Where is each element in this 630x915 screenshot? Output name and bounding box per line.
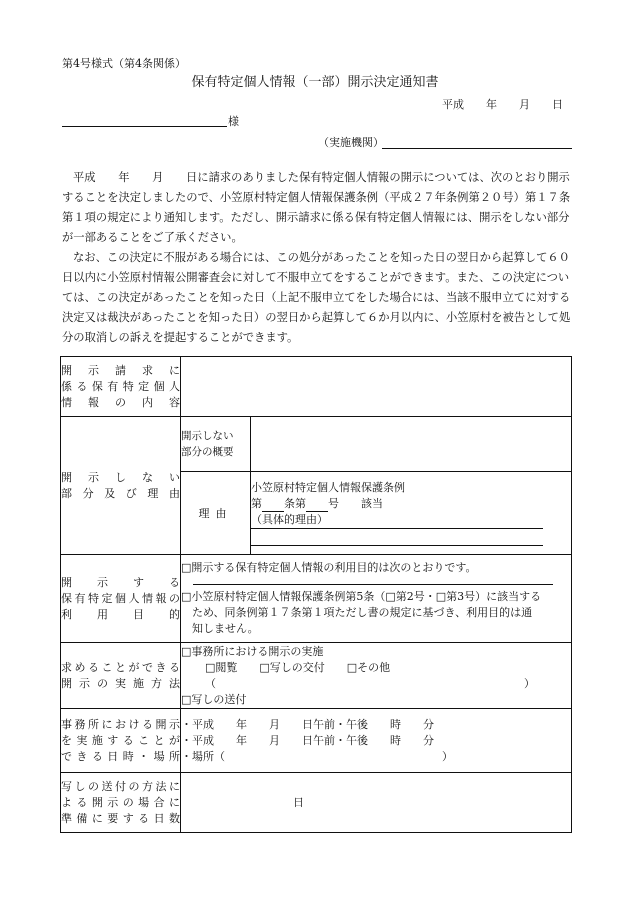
label-line: 利用目的 bbox=[61, 607, 180, 621]
document-title: 保有特定個人情報（一部）開示決定通知書 bbox=[191, 75, 439, 90]
form-number: 第4号様式（第4条関係） bbox=[62, 57, 186, 70]
label-office-datetime bbox=[61, 709, 181, 773]
method-office[interactable]: □事務所における開示の実施 bbox=[181, 644, 324, 658]
reason-article-middle: 条第 bbox=[284, 497, 306, 510]
label-disclosure-method bbox=[61, 643, 181, 709]
sublabel-undisclosed-summary bbox=[181, 417, 251, 472]
label-line: 開示しない bbox=[61, 470, 180, 484]
purpose-option-2-cont: ため、同条例第１７条第１項ただし書の規定に基づき、利用目的は通 bbox=[192, 606, 533, 619]
reason-article-suffix: 号 該当 bbox=[328, 497, 383, 510]
sublabel-reason bbox=[181, 472, 251, 555]
reason-article bbox=[251, 496, 571, 512]
label-line: よる開示の場合に bbox=[61, 795, 180, 809]
notice-body bbox=[62, 168, 572, 348]
reason-ordinance: 小笠原村特定個人情報保護条例 bbox=[251, 481, 405, 494]
row-undisclosed-summary bbox=[61, 417, 572, 472]
purpose-option-2[interactable]: □小笠原村特定個人情報保護条例第5条（□第2号・□第3号）に該当する bbox=[181, 590, 542, 603]
reason-specific: （具体的理由） bbox=[251, 512, 543, 529]
reason-blank-line[interactable] bbox=[251, 529, 543, 546]
paren-close: ） bbox=[524, 676, 535, 690]
reason-article-prefix: 第 bbox=[251, 497, 262, 510]
method-mail[interactable]: □写しの送付 bbox=[181, 692, 247, 706]
agency-line bbox=[382, 148, 572, 149]
purpose-option-2-end: 知しません。 bbox=[192, 622, 259, 635]
place-line bbox=[181, 749, 453, 765]
label-line: 開示の実施方法 bbox=[61, 676, 180, 690]
label-line: 情報の内容 bbox=[61, 395, 180, 409]
label-line: できる日時・場所 bbox=[61, 749, 180, 763]
addressee-suffix: 様 bbox=[228, 115, 239, 128]
label-line: 保有特定個人情報の bbox=[61, 591, 180, 605]
datetime-line-1: ・平成 年 月 日午前・午後 時 分 bbox=[181, 717, 434, 731]
notice-paragraph-2: なお、この決定に不服がある場合には、この処分があったことを知った日の翌日から起算して６０日以内に小笠原村情報公開審査会に対して不服申立てをすることができます。また、この決定については、この決定があったことを知った日（上記不服申立てをした場合には、当該不服申立てに対する決定又は裁決があったことを知った日）の翌日から起算して６か月以内に、小笠原村を被告として処分の取消しの訴えを提起することができます。 bbox=[62, 251, 571, 344]
addressee-line bbox=[62, 126, 227, 127]
label-line: を実施することが bbox=[61, 733, 180, 747]
label-line: 係る保有特定個人 bbox=[61, 379, 180, 393]
purpose-option-1[interactable]: □開示する保有特定個人情報の利用目的は次のとおりです。 bbox=[181, 561, 477, 574]
row-disclosure-method bbox=[61, 643, 572, 709]
method-other-detail[interactable] bbox=[181, 676, 535, 692]
value-undisclosed-summary[interactable] bbox=[251, 417, 572, 472]
place-close: ） bbox=[442, 749, 453, 763]
label-preparation-days bbox=[61, 773, 181, 833]
row-usage-purpose bbox=[61, 555, 572, 643]
value-usage-purpose bbox=[181, 555, 572, 643]
date-line: 平成 年 月 日 bbox=[442, 98, 563, 111]
label-line: 求めることができる bbox=[61, 660, 180, 674]
label-line: 開示する bbox=[61, 575, 180, 589]
row-office-datetime bbox=[61, 709, 572, 773]
value-reason[interactable] bbox=[251, 472, 572, 555]
row-request-content bbox=[61, 357, 572, 417]
purpose-blank-line[interactable] bbox=[193, 576, 553, 585]
place-open: ・場所（ bbox=[181, 749, 225, 763]
method-options[interactable]: □閲覧 □写しの交付 □その他 bbox=[205, 660, 391, 674]
value-disclosure-method bbox=[181, 643, 572, 709]
disclosure-table bbox=[60, 356, 572, 833]
label-line: 部分の概要 bbox=[181, 446, 234, 458]
value-request-content[interactable] bbox=[181, 357, 572, 417]
label-line: 部分及び理由 bbox=[61, 486, 180, 500]
label-line: 準備に要する日数 bbox=[61, 811, 180, 825]
row-preparation-days bbox=[61, 773, 572, 833]
notice-paragraph-1: 平成 年 月 日に請求のありました保有特定個人情報の開示については、次のとおり開示することを決定しましたので、小笠原村特定個人情報保護条例（平成２７年条例第２０号）第１７条第１項の規定により通知します。ただし、開示請求に係る保有特定個人情報には、開示をしない部分が一部あることをご了承ください。 bbox=[62, 171, 571, 244]
agency-label: （実施機関） bbox=[318, 136, 384, 149]
paren-open: （ bbox=[205, 676, 216, 690]
days-unit: 日 bbox=[293, 795, 304, 809]
label-line: 開示請求に bbox=[61, 363, 180, 377]
value-preparation-days[interactable] bbox=[181, 773, 572, 833]
label-line: 開示しない bbox=[181, 430, 234, 442]
label-line: 事務所における開示 bbox=[61, 717, 180, 731]
label-request-content bbox=[61, 357, 181, 417]
datetime-line-2: ・平成 年 月 日午前・午後 時 分 bbox=[181, 733, 434, 747]
value-office-datetime[interactable] bbox=[181, 709, 572, 773]
label-usage-purpose bbox=[61, 555, 181, 643]
label-undisclosed-parts bbox=[61, 417, 181, 555]
label-line: 理由 bbox=[198, 507, 233, 520]
label-line: 写しの送付の方法に bbox=[61, 779, 180, 793]
